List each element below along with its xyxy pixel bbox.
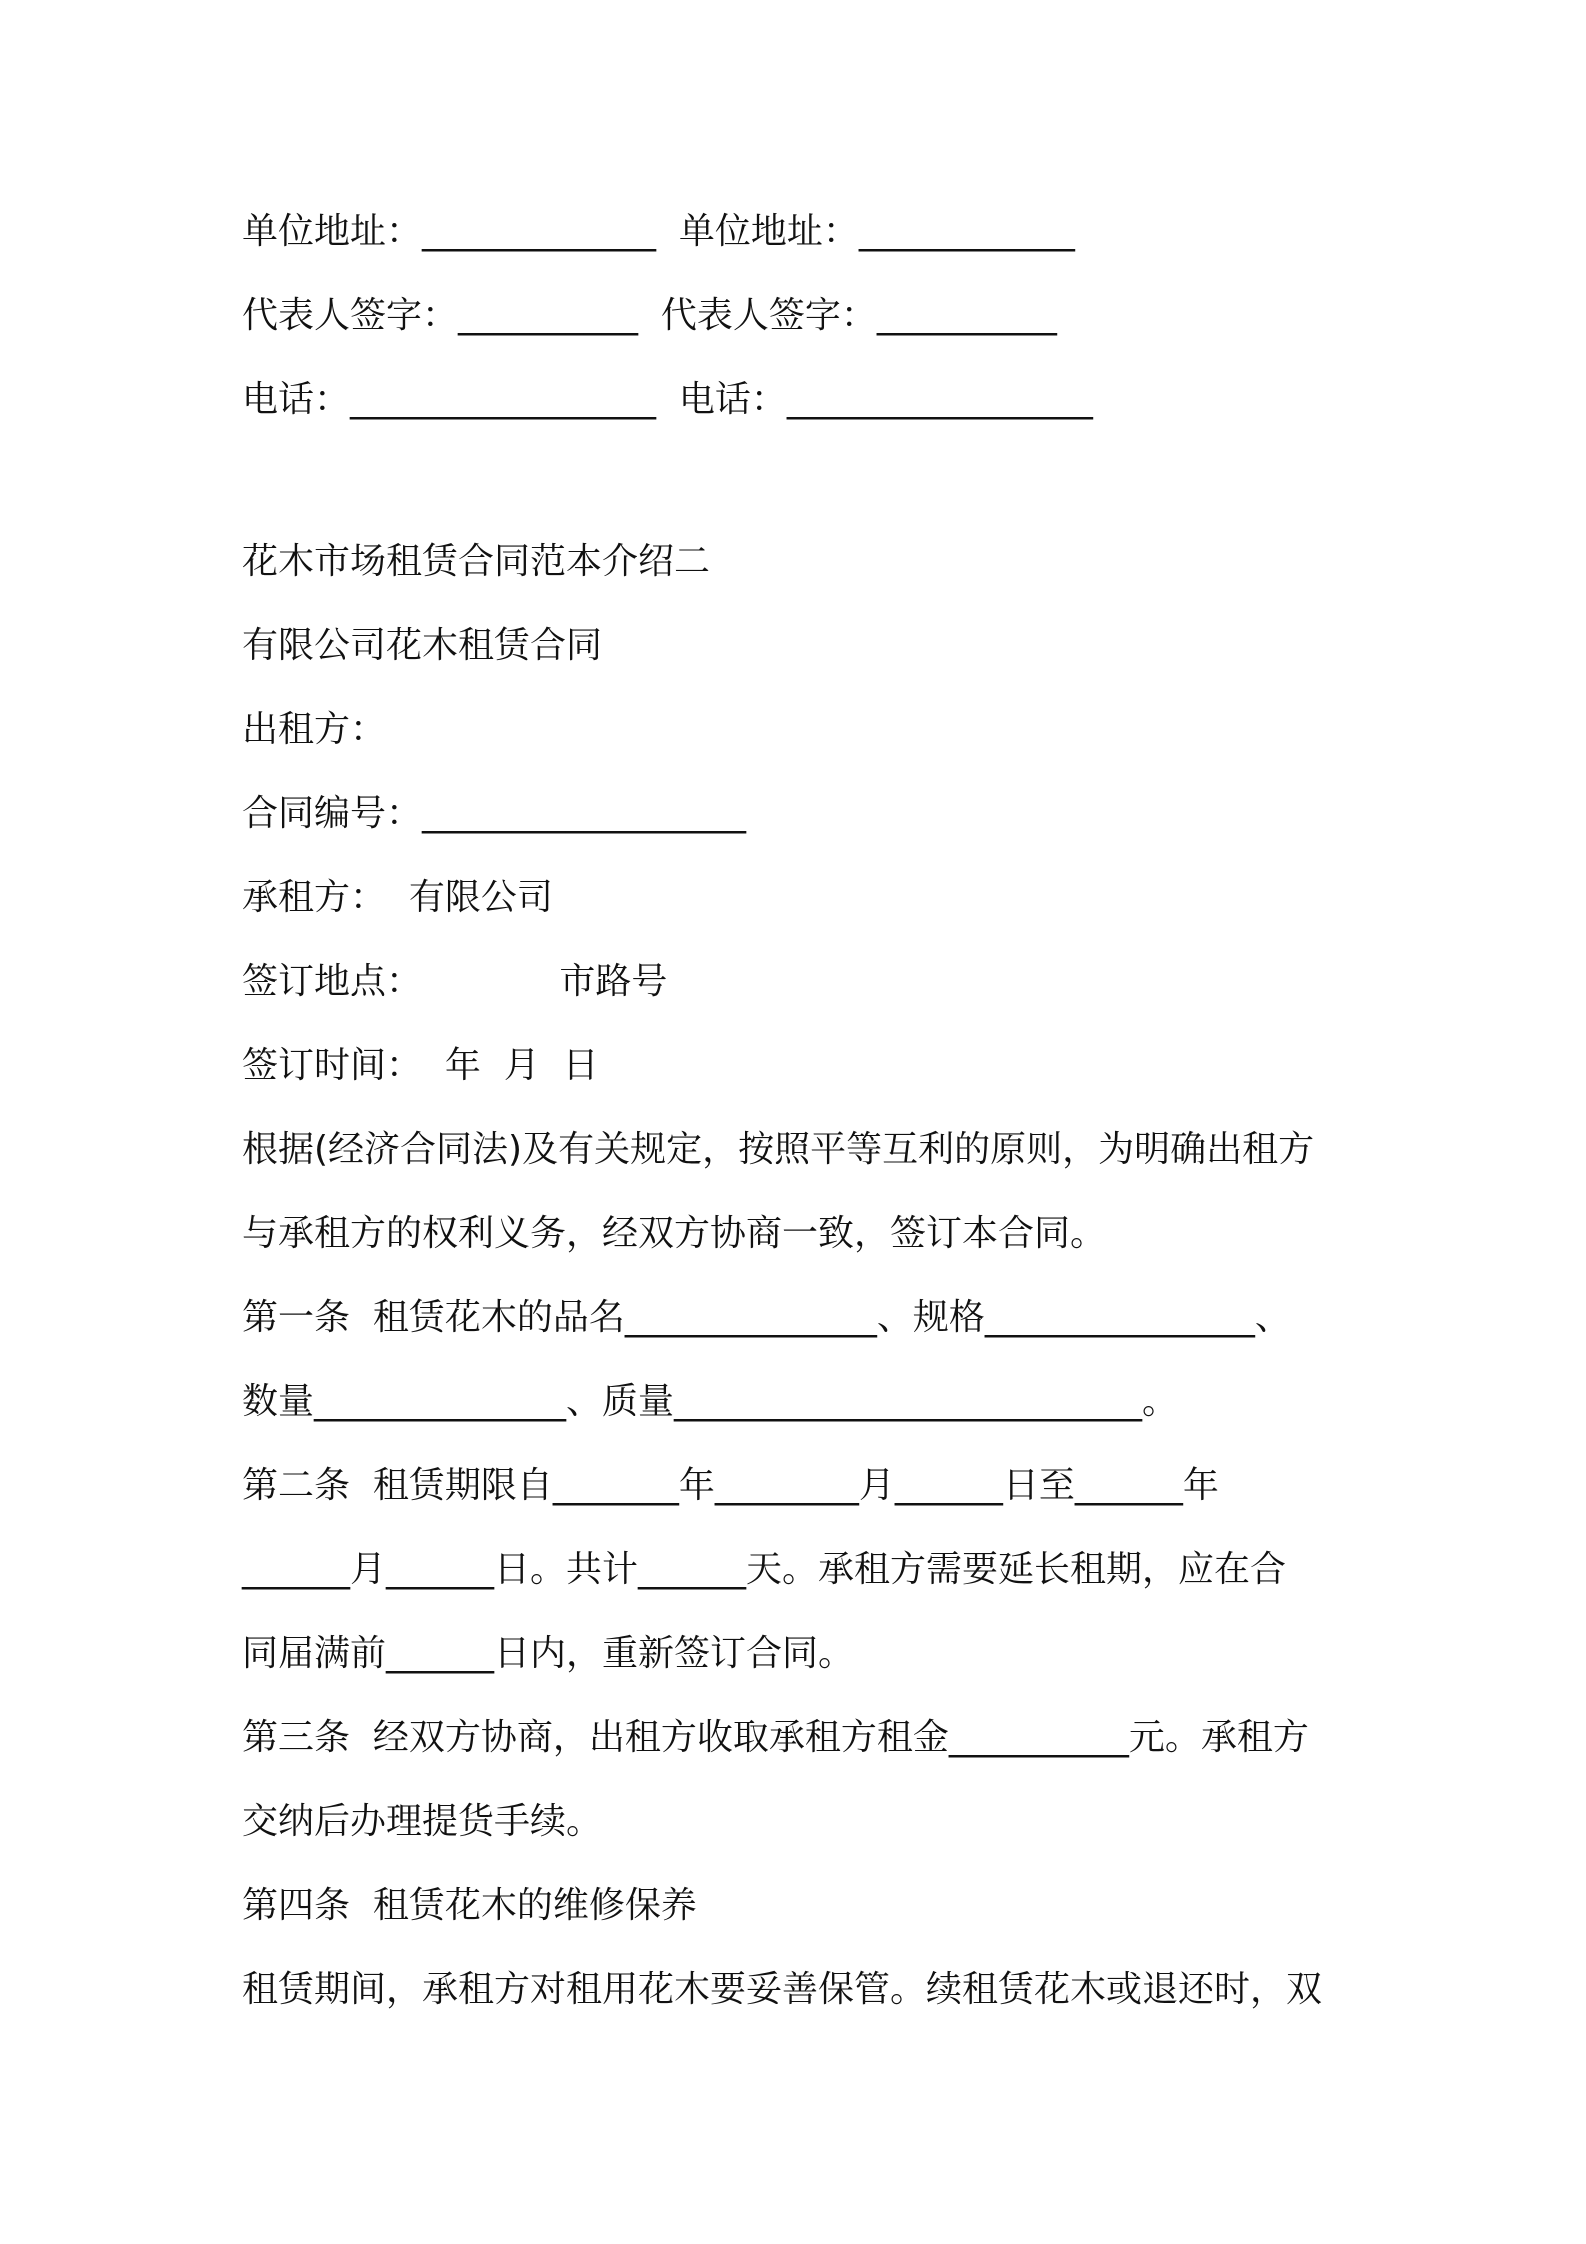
article-1-line-1: 第一条 租赁花木的品名______________、规格_______________、 (242, 1297, 1291, 1338)
representative-signature-line: 代表人签字：__________ 代表人签字：__________ (242, 295, 1057, 336)
article-4-title: 第四条 租赁花木的维修保养 (242, 1885, 697, 1926)
phone-line: 电话：_________________ 电话：_________________ (242, 379, 1093, 420)
article-4-line-1: 租赁期间，承租方对租用花木要妥善保管。续租赁花木或退还时，双 (242, 1969, 1323, 2010)
lessor-line: 出租方： (242, 709, 387, 750)
article-2-line-3: 同届满前______日内，重新签订合同。 (242, 1633, 855, 1674)
contract-title: 有限公司花木租赁合同 (242, 625, 603, 666)
article-2-line-2: ______月______日。共计______天。承租方需要延长租期，应在合 (242, 1549, 1287, 1590)
article-1-line-2: 数量______________、质量__________________________。 (242, 1381, 1179, 1422)
contract-number-line: 合同编号：__________________ (242, 793, 747, 834)
article-2-line-1: 第二条 租赁期限自_______年________月______日至______年 (242, 1465, 1219, 1506)
section-title: 花木市场租赁合同范本介绍二 (242, 541, 711, 582)
signing-place-line: 签订地点： 市路号 (242, 961, 668, 1002)
preamble-line-2: 与承租方的权利义务，经双方协商一致，签订本合同。 (242, 1213, 1107, 1254)
preamble-line-1: 根据(经济合同法)及有关规定，按照平等互利的原则，为明确出租方 (242, 1129, 1315, 1170)
address-line: 单位地址：_____________ 单位地址：____________ (242, 211, 1075, 252)
signing-time-line: 签订时间： 年 月 日 (242, 1045, 599, 1086)
article-3-line-2: 交纳后办理提货手续。 (242, 1801, 603, 1842)
article-3-line-1: 第三条 经双方协商，出租方收取承租方租金__________元。承租方 (242, 1717, 1309, 1758)
lessee-line: 承租方： 有限公司 (242, 877, 553, 918)
